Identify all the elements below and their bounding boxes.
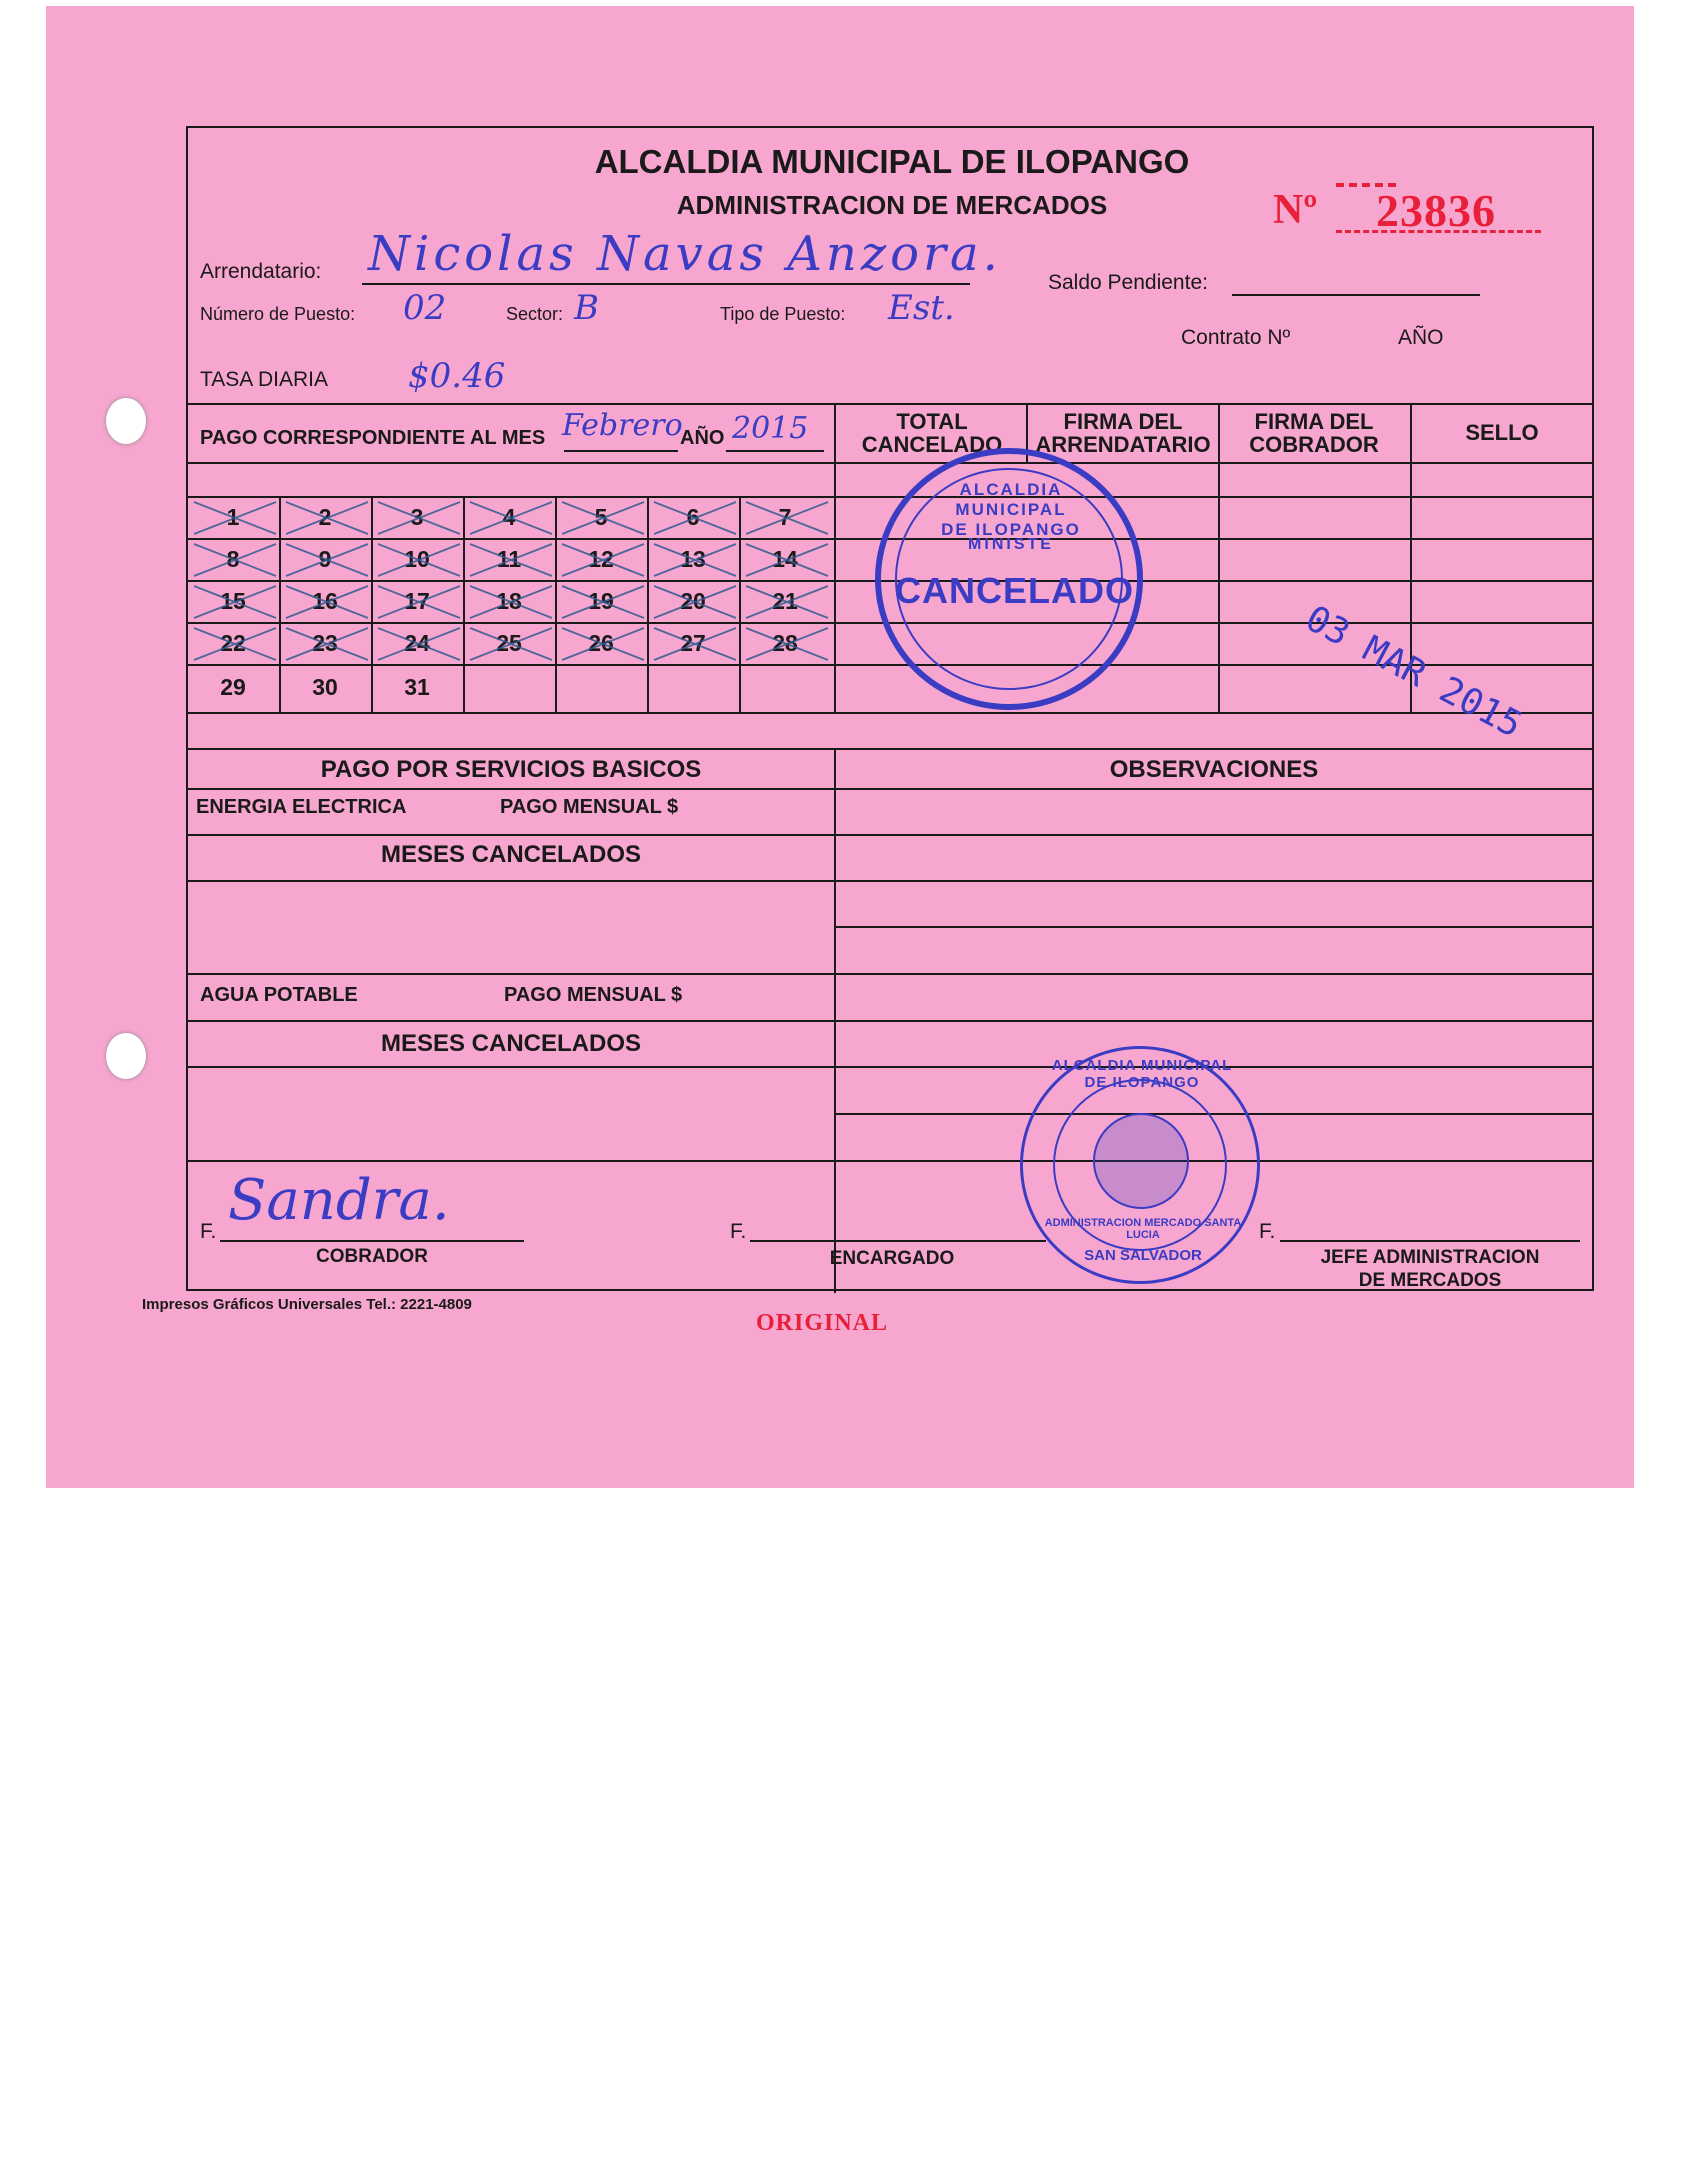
day-19: 19 [588, 588, 614, 614]
energia-label: ENERGIA ELECTRICA [196, 796, 407, 818]
col-total-cancelado: TOTAL CANCELADO [861, 409, 1003, 457]
stamp-date: 03 MAR 2015 [1298, 598, 1529, 747]
saldo-line [1232, 294, 1480, 296]
day-29: 29 [220, 674, 246, 700]
day-28: 28 [772, 630, 798, 656]
original-stamp: ORIGINAL [756, 1310, 889, 1336]
contrato-anio-label: AÑO [1398, 326, 1444, 349]
day-7: 7 [778, 504, 792, 530]
day-3: 3 [410, 504, 424, 530]
day-1: 1 [226, 504, 240, 530]
rule [188, 462, 1592, 464]
day-9: 9 [318, 546, 332, 572]
agua-label: AGUA POTABLE [200, 984, 358, 1006]
day-11: 11 [496, 546, 522, 572]
day-26: 26 [588, 630, 614, 656]
day-24: 24 [404, 630, 430, 656]
punch-hole-bottom [106, 1033, 146, 1079]
servicios-title: PAGO POR SERVICIOS BASICOS [320, 756, 702, 783]
agua-meses-cancelados: MESES CANCELADOS [380, 1030, 642, 1057]
day-4: 4 [502, 504, 516, 530]
seal-emblem [1093, 1113, 1189, 1209]
encargado-line [750, 1240, 1046, 1242]
sector-value: B [574, 288, 599, 328]
day-27: 27 [680, 630, 706, 656]
day-22: 22 [220, 630, 246, 656]
jefe-label-1: JEFE ADMINISTRACION [1320, 1247, 1540, 1268]
pago-anio-label: AÑO [680, 427, 725, 449]
stamp-mid-text: MINISTE [968, 536, 1054, 553]
col-firma-cobrador: FIRMA DEL COBRADOR [1249, 409, 1379, 457]
rule [188, 1066, 1592, 1068]
stamp-top-text: ALCALDIA MUNICIPAL DE ILOPANGO [941, 480, 1081, 539]
rule [834, 403, 836, 712]
day-13: 13 [680, 546, 706, 572]
encargado-f: F. [730, 1220, 747, 1243]
day-10: 10 [404, 546, 430, 572]
day-23: 23 [312, 630, 338, 656]
rule [188, 1020, 1592, 1022]
rule [188, 403, 1592, 405]
anio-value: 2015 [732, 411, 809, 446]
seal-bottom-text: SAN SALVADOR [1084, 1247, 1202, 1264]
receipt-form [186, 126, 1594, 1291]
rule [188, 880, 1592, 882]
rule [188, 973, 1592, 975]
rule [188, 712, 1592, 714]
day-25: 25 [496, 630, 522, 656]
rule [188, 834, 1592, 836]
cancelado-stamp [875, 448, 1143, 710]
rule [834, 926, 1592, 928]
saldo-label: Saldo Pendiente: [1048, 271, 1208, 294]
arrendatario-line [362, 283, 970, 285]
arrendatario-label: Arrendatario: [200, 260, 322, 283]
day-18: 18 [496, 588, 522, 614]
punch-hole-top [106, 398, 146, 444]
energia-pago-mensual: PAGO MENSUAL $ [500, 796, 679, 818]
day-2: 2 [318, 504, 332, 530]
col-firma-arrendatario: FIRMA DEL ARRENDATARIO [1035, 409, 1211, 457]
observaciones-title: OBSERVACIONES [1109, 756, 1319, 783]
municipal-seal [1020, 1046, 1260, 1284]
number-underline [1336, 230, 1541, 233]
receipt-number: 23836 [1376, 185, 1496, 236]
seal-inner-text: ADMINISTRACION MERCADO SANTA LUCIA [1044, 1217, 1242, 1241]
day-30: 30 [312, 674, 338, 700]
jefe-f: F. [1259, 1220, 1276, 1243]
sector-label: Sector: [506, 304, 564, 324]
col-sello: SELLO [1465, 420, 1539, 445]
jefe-line [1280, 1240, 1580, 1242]
tasa-value: $0.46 [408, 356, 506, 396]
tipo-label: Tipo de Puesto: [720, 304, 846, 324]
rule [188, 788, 1592, 790]
day-5: 5 [594, 504, 608, 530]
tasa-label: TASA DIARIA [200, 368, 328, 391]
rule [1218, 403, 1220, 712]
day-6: 6 [686, 504, 700, 530]
tipo-value: Est. [888, 288, 955, 328]
municipality-title: ALCALDIA MUNICIPAL DE ILOPANGO [594, 143, 1190, 180]
day-21: 21 [772, 588, 798, 614]
pago-mes-label: PAGO CORRESPONDIENTE AL MES [200, 427, 546, 449]
day-14: 14 [772, 546, 798, 572]
stamp-cancelado-text: CANCELADO [895, 570, 1134, 611]
encargado-label: ENCARGADO [829, 1248, 955, 1269]
rule [188, 748, 1592, 750]
agua-pago-mensual: PAGO MENSUAL $ [504, 984, 683, 1006]
day-crossout-marks [188, 496, 834, 664]
number-dashes [1336, 183, 1396, 187]
puesto-value: 02 [403, 288, 447, 328]
day-17: 17 [404, 588, 430, 614]
day-12: 12 [588, 546, 614, 572]
day-15: 15 [220, 588, 246, 614]
printer-credit: Impresos Gráficos Universales Tel.: 2221-4809 [142, 1296, 472, 1313]
day-31: 31 [404, 674, 430, 700]
cobrador-line [220, 1240, 524, 1242]
seal-outer-text: ALCALDIA MUNICIPAL DE ILOPANGO [1051, 1057, 1233, 1091]
cobrador-label: COBRADOR [316, 1246, 428, 1267]
receipt-paper [46, 6, 1634, 1488]
arrendatario-value: Nicolas Navas Anzora. [368, 226, 1002, 282]
day-20: 20 [680, 588, 706, 614]
rule [188, 1160, 1592, 1162]
cobrador-signature: Sandra. [228, 1168, 450, 1233]
day-16: 16 [312, 588, 338, 614]
energia-meses-cancelados: MESES CANCELADOS [380, 841, 642, 868]
jefe-label-2: DE MERCADOS [1358, 1270, 1502, 1291]
puesto-label: Número de Puesto: [200, 304, 356, 324]
anio-line [726, 450, 824, 452]
number-label: Nº [1273, 187, 1318, 233]
day-8: 8 [226, 546, 240, 572]
department-subtitle: ADMINISTRACION DE MERCADOS [676, 190, 1108, 220]
contrato-label: Contrato Nº [1181, 326, 1291, 349]
mes-value: Febrero [562, 408, 683, 443]
mes-line [564, 450, 678, 452]
cobrador-f: F. [200, 1220, 217, 1243]
